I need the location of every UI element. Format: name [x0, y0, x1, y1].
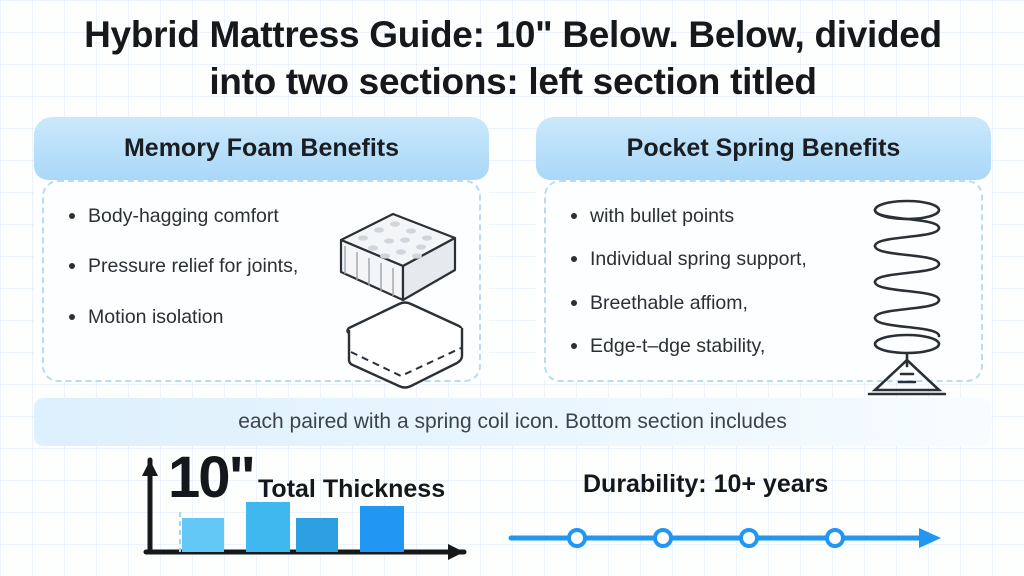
card-body-pocket-spring [544, 180, 983, 382]
bullet-list-memory-foam [66, 204, 366, 329]
card-heading-memory-foam: Memory Foam Benefits [34, 117, 489, 180]
list-item: Pressure relief for joints, [66, 254, 366, 278]
banner-note [34, 398, 991, 446]
bar-1 [182, 518, 224, 552]
list-item: Motion isolation [66, 305, 366, 329]
list-item: Edge-t–dge stability, [568, 334, 868, 358]
card-body-memory-foam [42, 180, 481, 382]
list-item: Breethable affiom, [568, 291, 868, 315]
card-heading-pocket-spring: Pocket Spring Benefits [536, 117, 991, 180]
durability-timeline [505, 470, 965, 570]
spring-coil-icon [847, 194, 967, 409]
page-title: Hybrid Mattress Guide: 10" Below. Below, divided into two sections: left section titled [84, 14, 942, 102]
thickness-caption: Total Thickness [258, 475, 446, 503]
bar-4 [360, 506, 404, 552]
total-thickness-label [168, 444, 445, 511]
list-item: with bullet points [568, 204, 868, 228]
card-pocket-spring [536, 117, 991, 382]
durability-label: Durability: 10+ years [583, 470, 829, 498]
list-item: Individual spring support, [568, 247, 868, 271]
bar-3 [296, 518, 338, 552]
banner-text: each paired with a spring coil icon. Bottom section includes [238, 410, 787, 433]
list-item: Body-hagging comfort [66, 204, 366, 228]
thickness-value: 10" [168, 445, 255, 510]
thickness-chart [120, 445, 480, 570]
foam-block-icon [323, 200, 473, 415]
bullet-list-pocket-spring [568, 204, 868, 359]
card-memory-foam [34, 117, 489, 382]
